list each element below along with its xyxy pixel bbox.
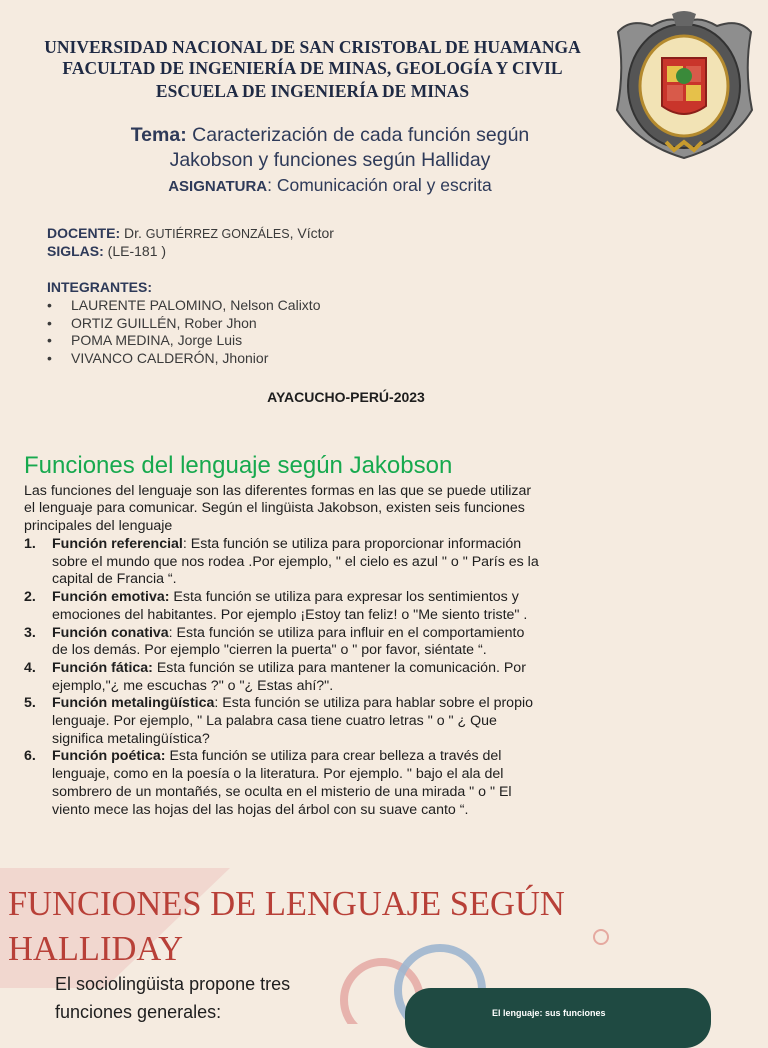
function-name: Función conativa xyxy=(52,624,169,641)
topic-line-2: Jakobson y funciones según Halliday xyxy=(169,149,491,171)
halliday-title: FUNCIONES DE LENGUAJE SEGÚN HALLIDAY xyxy=(8,885,565,968)
topic-text-1: Caracterización de cada función según xyxy=(186,124,530,146)
function-name: Función referencial xyxy=(52,536,183,552)
function-item xyxy=(24,660,539,695)
function-number: 1. xyxy=(24,536,36,552)
function-number: 6. xyxy=(24,748,36,765)
function-number: 4. xyxy=(24,659,36,676)
member-item: • POMA MEDINA, Jorge Luis xyxy=(47,332,320,350)
function-text: Esta función se utiliza para crear belleza a través del lenguaje, como en la poesía o la literatura. Por ejemplo. " bajo el ala del sombrero de un montañés, se oculta en el misterio de una mirada " o " El viento mece las hojas del las hojas del árbol con su suave canto “. xyxy=(52,748,512,818)
subject-label: ASIGNATURA xyxy=(168,178,268,195)
teacher-name: , Víctor xyxy=(289,225,334,241)
member-item: • VIVANCO CALDERÓN, Jhonior xyxy=(47,350,320,368)
function-item xyxy=(24,589,539,624)
teacher-label: DOCENTE: xyxy=(47,225,121,241)
function-item xyxy=(24,748,539,819)
function-name: Función metalingüística xyxy=(52,695,215,712)
function-name: Función emotiva: xyxy=(52,589,170,606)
subject-line xyxy=(60,173,600,199)
code-line xyxy=(47,243,166,260)
jakobson-title: Funciones del lenguaje según Jakobson xyxy=(24,452,453,479)
function-text: : Esta función se utiliza para hablar sobre el propio lenguaje. Por ejemplo, " La palabra casa tiene cuatro letras " o " ¿ Que significa metalingüística? xyxy=(52,695,534,747)
members-list xyxy=(47,297,320,367)
function-text: : Esta función se utiliza para proporcionar información sobre el mundo que nos rodea .Por ejemplo, " el cielo es azul " o " París es la capital de Francia “. xyxy=(52,536,539,588)
faculty-name: FACULTAD DE INGENIERÍA DE MINAS, GEOLOGÍA Y CIVIL xyxy=(62,58,563,78)
school-name: ESCUELA DE INGENIERÍA DE MINAS xyxy=(155,81,470,101)
function-name: Función fática: xyxy=(52,659,153,676)
function-text: Esta función se utiliza para mantener la comunicación. Por ejemplo,"¿ me escuchas ?" o "¿ Estas ahí?". xyxy=(52,659,526,694)
university-crest-icon xyxy=(612,10,757,162)
teacher-line xyxy=(47,225,334,243)
members-label: INTEGRANTES: xyxy=(47,279,152,295)
function-item xyxy=(24,625,539,660)
university-name: UNIVERSIDAD NACIONAL DE SAN CRISTOBAL DE HUAMANGA xyxy=(44,37,581,57)
place-year: AYACUCHO-PERÚ-2023 xyxy=(267,389,425,405)
function-name: Función poética: xyxy=(52,748,166,765)
function-item xyxy=(24,536,539,589)
subject-value: : Comunicación oral y escrita xyxy=(267,175,492,195)
member-item: • ORTIZ GUILLÉN, Rober Jhon xyxy=(47,315,320,333)
function-number: 5. xyxy=(24,695,36,712)
teacher-prefix: Dr. xyxy=(120,225,146,241)
small-ring-shape xyxy=(594,930,608,944)
function-text: : Esta función se utiliza para influir en el comportamiento de los demás. Por ejemplo "cierren la puerta" o " por favor, siéntate “. xyxy=(52,624,525,659)
teacher-surname: GUTIÉRREZ GONZÁLES xyxy=(145,227,290,241)
jakobson-intro: Las funciones del lenguaje son las diferentes formas en las que se puede utilizar el lenguaje para comunicar. Según el lingüista Jakobson, existen seis funciones principales del lenguaje xyxy=(24,483,532,534)
topic-label: Tema: xyxy=(130,124,187,146)
code-value: (LE-181 ) xyxy=(103,243,167,259)
jakobson-functions-list xyxy=(24,536,539,819)
topic-line-1 xyxy=(60,123,600,147)
code-label: SIGLAS: xyxy=(47,243,104,259)
functions-card xyxy=(405,988,711,1048)
halliday-intro: El sociolingüista propone tres funciones generales: xyxy=(55,974,291,1022)
functions-card-title: El lenguaje: sus funciones xyxy=(492,1008,606,1018)
function-number: 2. xyxy=(24,589,36,606)
function-text: Esta función se utiliza para expresar los sentimientos y emociones del habitantes. Por ejemplo ¡Estoy tan feliz! o "Me siento triste" . xyxy=(52,589,528,623)
function-item xyxy=(24,695,539,748)
member-item: • LAURENTE PALOMINO, Nelson Calixto xyxy=(47,297,320,315)
function-number: 3. xyxy=(24,624,36,641)
